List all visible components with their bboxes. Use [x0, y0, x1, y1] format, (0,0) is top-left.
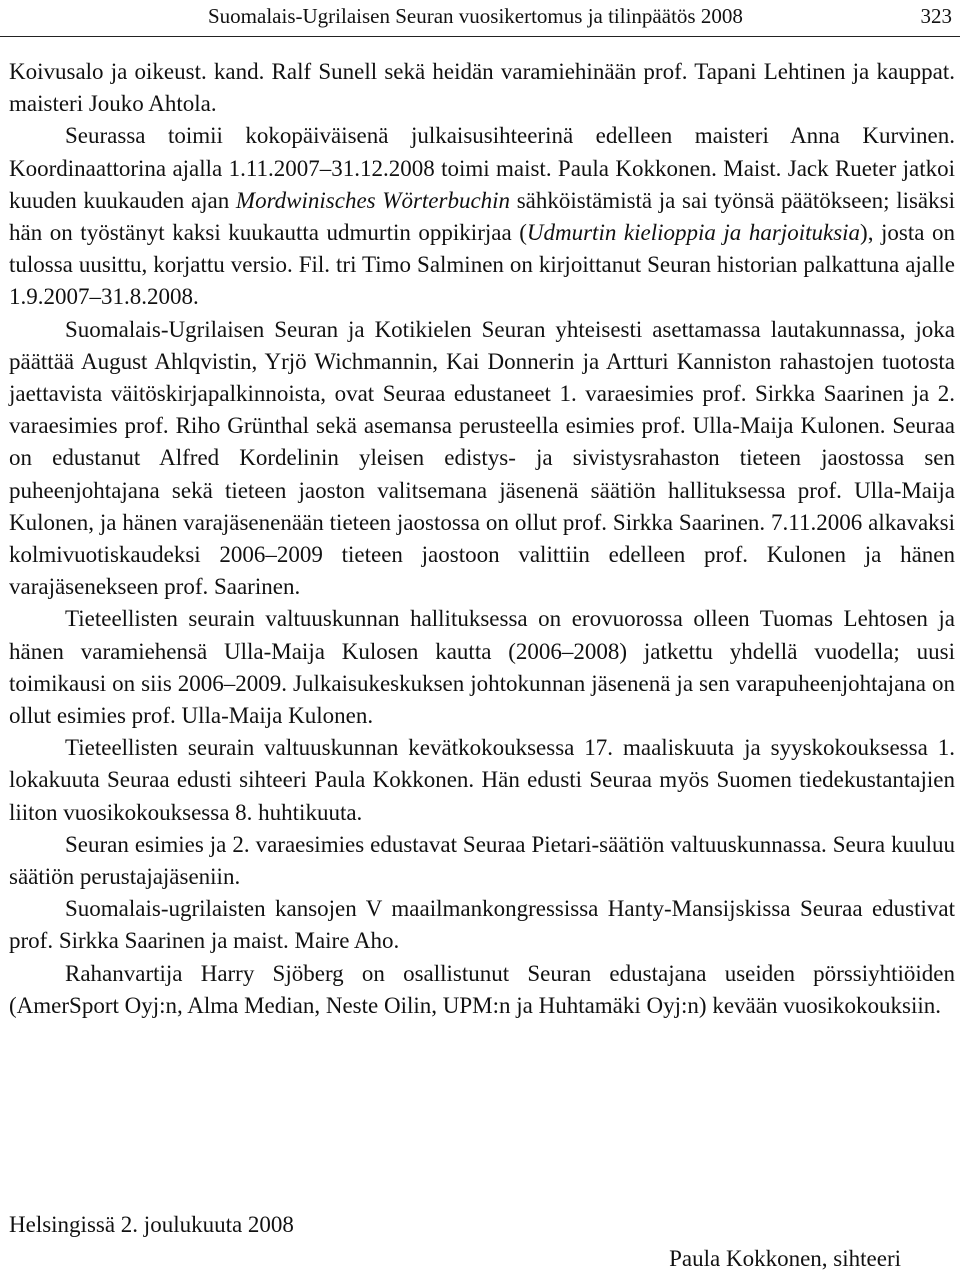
place-date: Helsingissä 2. joulukuuta 2008	[9, 1212, 294, 1237]
paragraph	[9, 120, 955, 313]
body-text	[9, 56, 955, 1022]
italic-title: Udmurtin kielioppia ja harjoituksia	[526, 220, 861, 246]
text-run: Seurassa toimii kokopäiväisenä julkaisusihteerinä edelleen maisteri Anna Kurvinen. Koordinaattorina ajalla 1.11.2007–31.12.2008 toimi maist. Paula Kokkonen. Maist. Jack Rueter jatkoi kuuden kuukauden ajan	[9, 123, 955, 213]
text-run: Tieteellisten seurain valtuuskunnan hallituksessa on erovuorossa olleen Tuomas Lehtosen ja hänen varamiehensä Ulla-Maija Kulosen kautta (2006–2008) jatkettu yhdellä vuodella; uusi toimikausi on siis 2006–2009. Julkaisukeskuksen johtokunnan jäsenenä ja sen varapuheenjohtajana on ollut esimies prof. Ulla-Maija Kulonen.	[9, 606, 955, 729]
signature: Paula Kokkonen, sihteeri	[669, 1246, 901, 1271]
text-run: Rahanvartija Harry Sjöberg on osallistunut Seuran edustajana useiden pörssiyhtiöiden (AmerSport Oyj:n, Alma Median, Neste Oilin, UPM:n ja Huhtamäki Oyj:n) kevään vuosikokouksiin.	[9, 960, 955, 1018]
paragraph	[9, 893, 955, 957]
paragraph	[9, 314, 955, 604]
paragraph	[9, 829, 955, 893]
text-run: ), josta on tulossa uusittu, korjattu versio. Fil. tri Timo Salminen on kirjoittanut Seuran historian palkattuna ajalle 1.9.2007–31.8.2008.	[9, 220, 955, 310]
text-run: Koivusalo ja oikeust. kand. Ralf Sunell sekä heidän varamiehinään prof. Tapani Lehtinen ja kauppat. maisteri Jouko Ahtola.	[9, 59, 955, 117]
text-run: Suomalais-ugrilaisten kansojen V maailmankongressissa Hanty-Mansijskissa Seuraa edustivat prof. Sirkka Saarinen ja maist. Maire Aho.	[9, 896, 955, 954]
paragraph	[9, 603, 955, 732]
paragraph	[9, 56, 955, 120]
closing-block	[9, 1212, 955, 1282]
text-run: Seuran esimies ja 2. varaesimies edustavat Seuraa Pietari-säätiön valtuuskunnassa. Seura kuuluu säätiön perustajajäseniin.	[9, 831, 955, 890]
running-header	[0, 0, 960, 37]
running-header-title: Suomalais-Ugrilaisen Seuran vuosikertomus ja tilinpäätös 2008	[208, 4, 743, 28]
text-run: Suomalais-Ugrilaisen Seuran ja Kotikielen Seuran yhteisesti asettamassa lautakunnassa, joka päättää August Ahlqvistin, Yrjö Wichmannin, Kai Donnerin ja Artturi Kanniston rahastojen tuotosta jaettavista väitöskirjapalkinnoista, ovat Seuraa edustaneet 1. varaesimies prof. Sirkka Saarinen ja 2. varaesimies prof. Riho Grünthal sekä asemansa perusteella esimies prof. Ulla-Maija Kulonen. Seuraa on edustanut Alfred Kordelinin yleisen edistys- ja sivistysrahaston tieteen jaostossa sen puheenjohtajana sekä tieteen jaoston valitsemana jäsenenä säätiön hallituksessa prof. Ulla-Maija Kulonen, ja hänen varajäsenenään tieteen jaostossa on ollut prof. Sirkka Saarinen. 7.11.2006 alkavaksi kolmivuotiskaudeksi 2006–2009 tieteen jaostoon valittiin edelleen prof. Kulonen ja hänen varajäsenekseen prof. Saarinen.	[9, 316, 955, 600]
italic-title: Mordwinisches Wörterbuchin	[235, 187, 511, 213]
paragraph	[9, 732, 955, 829]
page-number: 323	[920, 4, 952, 28]
paragraph	[9, 958, 955, 1022]
text-run: sähköistämistä ja sai työnsä päätökseen; lisäksi hän on työstänyt kaksi kuukautta udmurtin oppikirjaa (	[9, 187, 955, 246]
text-run: Tieteellisten seurain valtuuskunnan kevätkokouksessa 17. maaliskuuta ja syyskokouksessa 1. lokakuuta Seuraa edusti sihteeri Paula Kokkonen. Hän edusti Seuraa myös Suomen tiedekustantajien liiton vuosikokouksessa 8. huhtikuuta.	[9, 735, 955, 825]
